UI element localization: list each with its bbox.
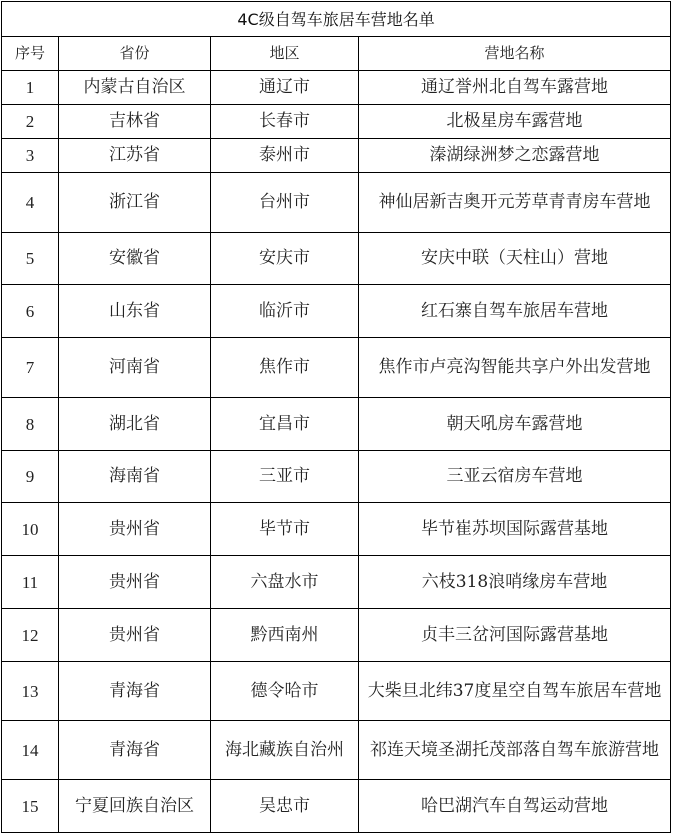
campsite-name-cell: 通辽誉州北自驾车露营地 xyxy=(359,71,671,105)
row-number-cell: 14 xyxy=(2,721,59,780)
region-cell: 海北藏族自治州 xyxy=(211,721,359,780)
column-header-no: 序号 xyxy=(2,37,59,71)
column-header-region: 地区 xyxy=(211,37,359,71)
table-row xyxy=(2,398,671,451)
table-title: 4C级自驾车旅居车营地名单 xyxy=(2,2,671,37)
province-cell: 山东省 xyxy=(59,285,211,338)
table-row xyxy=(2,721,671,780)
province-cell: 湖北省 xyxy=(59,398,211,451)
row-number-cell: 9 xyxy=(2,451,59,503)
row-number-cell: 15 xyxy=(2,780,59,833)
province-cell: 江苏省 xyxy=(59,139,211,173)
table-row xyxy=(2,503,671,556)
column-header-name: 营地名称 xyxy=(359,37,671,71)
table-row xyxy=(2,609,671,662)
table-header-row xyxy=(2,37,671,71)
campsite-name-cell: 贞丰三岔河国际露营基地 xyxy=(359,609,671,662)
campsite-name-cell: 红石寨自驾车旅居车营地 xyxy=(359,285,671,338)
province-cell: 青海省 xyxy=(59,662,211,721)
region-cell: 三亚市 xyxy=(211,451,359,503)
campsite-name-cell: 毕节崔苏坝国际露营基地 xyxy=(359,503,671,556)
table-row xyxy=(2,780,671,833)
region-cell: 毕节市 xyxy=(211,503,359,556)
row-number-cell: 6 xyxy=(2,285,59,338)
campsite-name-cell: 溱湖绿洲梦之恋露营地 xyxy=(359,139,671,173)
region-cell: 吴忠市 xyxy=(211,780,359,833)
province-cell: 安徽省 xyxy=(59,233,211,285)
row-number-cell: 5 xyxy=(2,233,59,285)
region-cell: 泰州市 xyxy=(211,139,359,173)
table-row xyxy=(2,556,671,609)
table-row xyxy=(2,105,671,139)
province-cell: 贵州省 xyxy=(59,609,211,662)
row-number-cell: 2 xyxy=(2,105,59,139)
region-cell: 台州市 xyxy=(211,173,359,233)
province-cell: 宁夏回族自治区 xyxy=(59,780,211,833)
table-title-row xyxy=(2,2,671,37)
province-cell: 青海省 xyxy=(59,721,211,780)
campsite-table xyxy=(1,1,671,833)
region-cell: 焦作市 xyxy=(211,338,359,398)
province-cell: 内蒙古自治区 xyxy=(59,71,211,105)
table-row xyxy=(2,233,671,285)
table-row xyxy=(2,139,671,173)
row-number-cell: 4 xyxy=(2,173,59,233)
campsite-name-cell: 安庆中联（天柱山）营地 xyxy=(359,233,671,285)
row-number-cell: 8 xyxy=(2,398,59,451)
campsite-name-cell: 神仙居新吉奥开元芳草青青房车营地 xyxy=(359,173,671,233)
campsite-name-cell: 焦作市卢亮沟智能共享户外出发营地 xyxy=(359,338,671,398)
region-cell: 黔西南州 xyxy=(211,609,359,662)
row-number-cell: 13 xyxy=(2,662,59,721)
campsite-name-cell: 大柴旦北纬37度星空自驾车旅居车营地 xyxy=(359,662,671,721)
table-row xyxy=(2,338,671,398)
province-cell: 浙江省 xyxy=(59,173,211,233)
table-row xyxy=(2,285,671,338)
campsite-name-cell: 北极星房车露营地 xyxy=(359,105,671,139)
row-number-cell: 12 xyxy=(2,609,59,662)
campsite-name-cell: 哈巴湖汽车自驾运动营地 xyxy=(359,780,671,833)
row-number-cell: 1 xyxy=(2,71,59,105)
campsite-name-cell: 六枝318浪哨缘房车营地 xyxy=(359,556,671,609)
region-cell: 宜昌市 xyxy=(211,398,359,451)
region-cell: 德令哈市 xyxy=(211,662,359,721)
province-cell: 贵州省 xyxy=(59,503,211,556)
table-row xyxy=(2,173,671,233)
table-row xyxy=(2,662,671,721)
table-row xyxy=(2,451,671,503)
campsite-name-cell: 祁连天境圣湖托茂部落自驾车旅游营地 xyxy=(359,721,671,780)
province-cell: 海南省 xyxy=(59,451,211,503)
province-cell: 吉林省 xyxy=(59,105,211,139)
row-number-cell: 10 xyxy=(2,503,59,556)
province-cell: 贵州省 xyxy=(59,556,211,609)
row-number-cell: 3 xyxy=(2,139,59,173)
province-cell: 河南省 xyxy=(59,338,211,398)
row-number-cell: 7 xyxy=(2,338,59,398)
column-header-province: 省份 xyxy=(59,37,211,71)
region-cell: 安庆市 xyxy=(211,233,359,285)
region-cell: 长春市 xyxy=(211,105,359,139)
region-cell: 六盘水市 xyxy=(211,556,359,609)
row-number-cell: 11 xyxy=(2,556,59,609)
region-cell: 临沂市 xyxy=(211,285,359,338)
campsite-name-cell: 三亚云宿房车营地 xyxy=(359,451,671,503)
region-cell: 通辽市 xyxy=(211,71,359,105)
table-row xyxy=(2,71,671,105)
campsite-name-cell: 朝天吼房车露营地 xyxy=(359,398,671,451)
